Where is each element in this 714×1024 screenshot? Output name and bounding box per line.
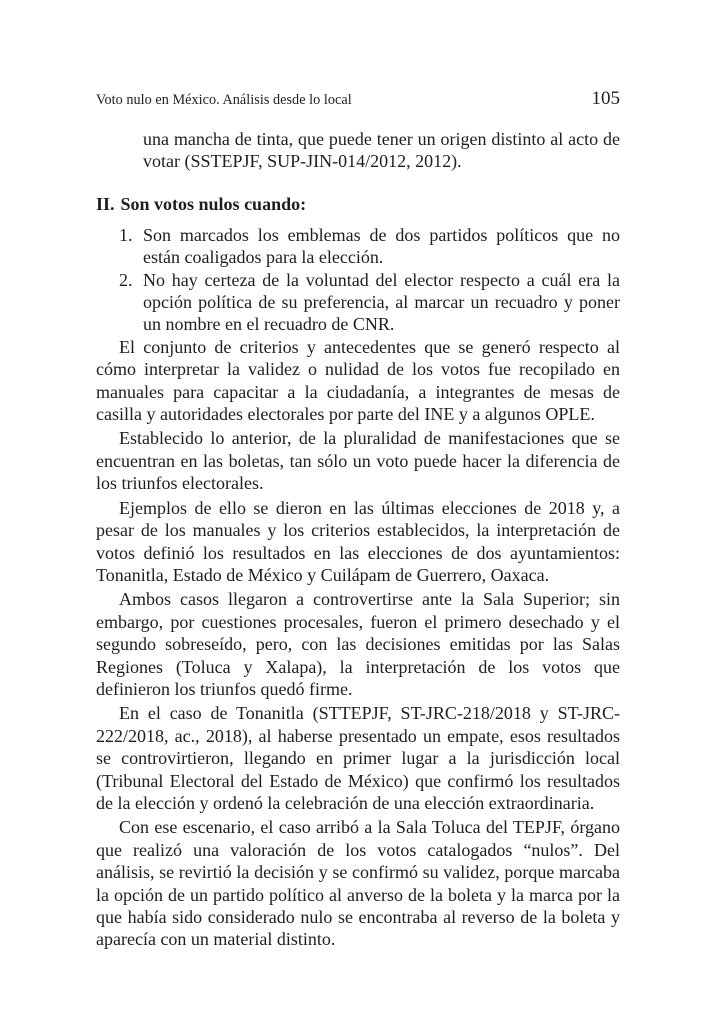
running-header [96,88,620,112]
paragraph: Establecido lo anterior, de la pluralidad de manifestaciones que se encuentran en las boletas, tan sólo un voto puede hacer la diferencia de los triunfos electorales. [96,428,620,494]
list-item [96,224,620,269]
running-title: Voto nulo en México. Análisis desde lo local [96,92,352,108]
criteria-list [96,224,620,336]
body-text [96,128,620,951]
paragraph: Con ese escenario, el caso arribó a la Sala Toluca del TEPJF, órgano que realizó una valoración de los votos catalogados “nulos”. Del análisis, se revirtió la decisión y se confirmó su validez, porque marcaba la opción de un partido político al anverso de la boleta y la marca por la que había sido considerado nulo se encontraba al reverso de la boleta y aparecía con un material distinto. [96,817,620,950]
list-item-text: Son marcados los emblemas de dos partidos políticos que no están coaligados para la elección. [143,224,620,268]
paragraph: En el caso de Tonanitla (STTEPJF, ST-JRC-218/2018 y ST-JRC-222/2018, ac., 2018), al haberse presentado un empate, esos resultados se controvirtieron, llegando en primer lugar a la jurisdicción local (Tribunal Electoral del Estado de México) que confirmó los resultados de la elección y ordenó la celebración de una elección extraordinaria. [96,703,620,813]
section-title: Son votos nulos cuando: [120,193,307,214]
paragraph: El conjunto de criterios y antecedentes que se generó respecto al cómo interpretar la validez o nulidad de los votos fue recopilado en manuales para capacitar a la ciudadanía, a integrantes de mesas de casilla y autoridades electorales por parte del INE y a algunos OPLE. [96,336,620,425]
paragraph: Ejemplos de ello se dieron en las últimas elecciones de 2018 y, a pesar de los manuales y los criterios establecidos, la interpretación de votos definió los resultados en las elecciones de dos ayuntamientos: Tonanitla, Estado de México y Cuilápam de Guerrero, Oaxaca. [96,497,620,585]
continuation-paragraph: una mancha de tinta, que puede tener un origen distinto al acto de votar (SSTEPJF, SUP-JIN-014/2012, 2012). [143,129,620,172]
list-item-number: 1. [119,224,133,245]
section-heading [96,192,620,216]
page-number: 105 [591,88,620,109]
list-item [96,269,620,336]
paragraph: Ambos casos llegaron a controvertirse ante la Sala Superior; sin embargo, por cuestiones procesales, fueron el primero desechado y el segundo sobreseído, pero, con las decisiones emitidas por las Salas Regiones (Toluca y Xalapa), la interpretación de los votos que definieron los triunfos quedó firme. [96,589,620,699]
list-item-text: No hay certeza de la voluntad del elector respecto a cuál era la opción política de su preferencia, al marcar un recuadro y poner un nombre en el recuadro de CNR. [143,269,620,335]
list-item-number: 2. [119,269,133,290]
section-number: II. [96,193,115,214]
